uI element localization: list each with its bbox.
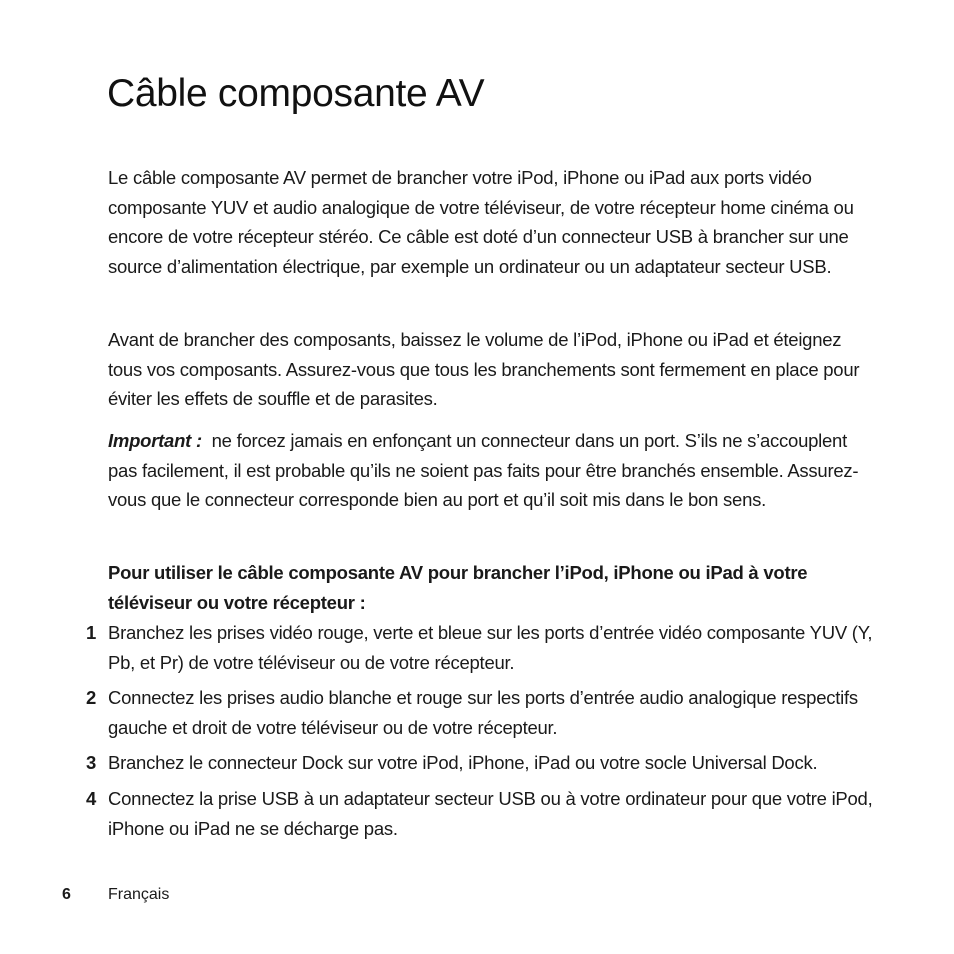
step-text: Connectez les prises audio blanche et rouge sur les ports d’entrée audio analogique respectifs gauche et droit de votre téléviseur ou de votre récepteur. xyxy=(108,687,858,738)
step-item xyxy=(0,683,954,742)
step-number: 2 xyxy=(86,687,97,709)
page-title: Câble composante AV xyxy=(107,72,485,115)
step-text: Branchez les prises vidéo rouge, verte et bleue sur les ports d’entrée vidéo composante YUV (Y, Pb, et Pr) de votre téléviseur ou de votre récepteur. xyxy=(108,622,873,673)
step-text: Branchez le connecteur Dock sur votre iPod, iPhone, iPad ou votre socle Universal Dock. xyxy=(108,752,818,774)
steps-list xyxy=(0,618,954,849)
step-item xyxy=(0,784,954,843)
step-item xyxy=(0,748,954,778)
step-text: Connectez la prise USB à un adaptateur secteur USB ou à votre ordinateur pour que votre iPod, iPhone ou iPad ne se décharge pas. xyxy=(108,787,873,839)
step-item xyxy=(0,618,954,677)
step-number: 3 xyxy=(86,752,97,774)
important-text: ne forcez jamais en enfonçant un connecteur dans un port. S’ils ne s’accouplent pas facilement, il est probable qu’ils ne soient pas faits pour être branchés ensemble. Assurez-vous que le connecteur corresponde bien au port et qu’il soit mis dans le bon sens. xyxy=(108,430,859,511)
instructions-heading: Pour utiliser le câble composante AV pour brancher l’iPod, iPhone ou iPad à votre téléviseur ou votre récepteur : xyxy=(108,562,808,613)
preparation-paragraph: Avant de brancher des composants, baissez le volume de l’iPod, iPhone ou iPad et éteignez tous vos composants. Assurez-vous que tous les branchements sont fermement en place pour éviter les effets de souffle et de parasites. xyxy=(108,329,860,410)
important-label: Important : xyxy=(108,430,202,451)
important-paragraph xyxy=(108,426,878,515)
footer-language: Français xyxy=(108,886,170,903)
step-number: 4 xyxy=(86,787,97,809)
page-number: 6 xyxy=(62,886,71,903)
step-number: 1 xyxy=(86,622,97,643)
intro-paragraph: Le câble composante AV permet de brancher votre iPod, iPhone ou iPad aux ports vidéo composante YUV et audio analogique de votre téléviseur, de votre récepteur home cinéma ou encore de votre récepteur stéréo. Ce câble est doté d’un connecteur USB à brancher sur une source d’alimentation électrique, par exemple un ordinateur ou un adaptateur secteur USB. xyxy=(108,167,854,277)
